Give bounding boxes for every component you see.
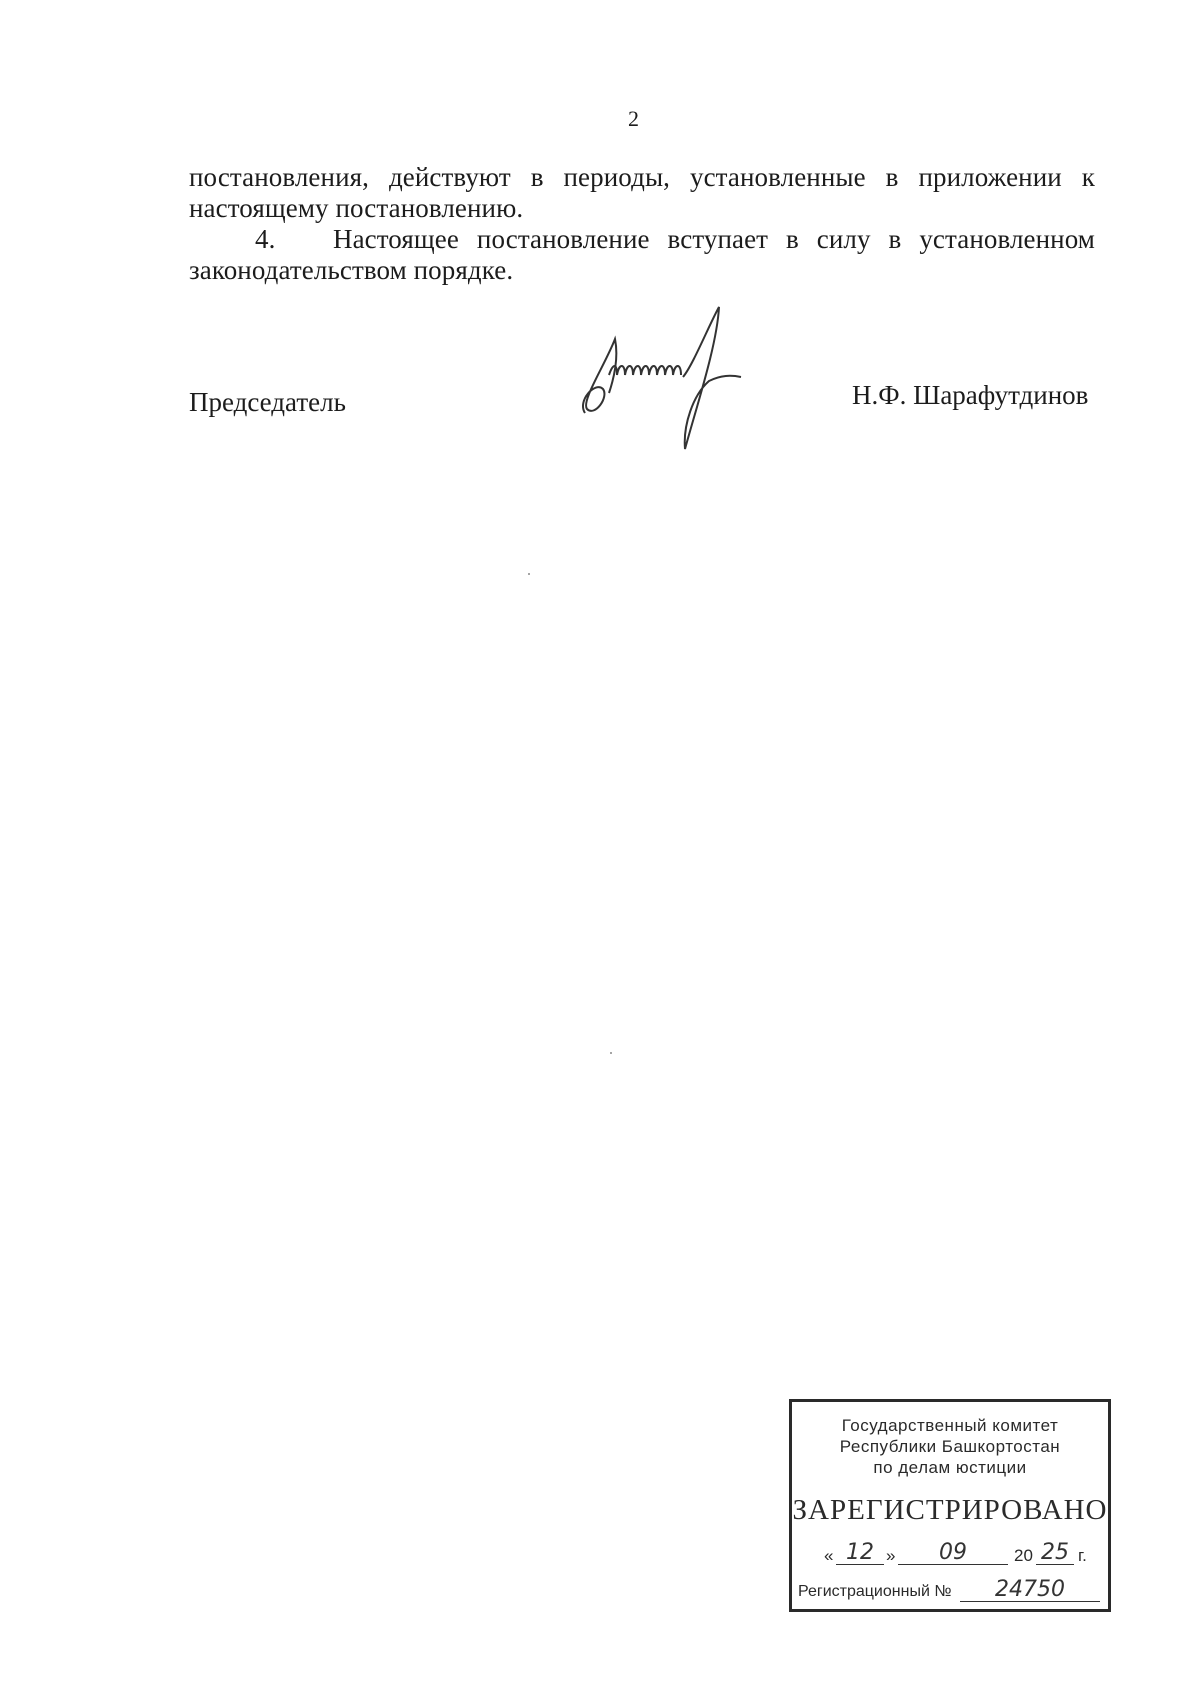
stamp-year-prefix: 20 (1014, 1546, 1033, 1565)
signatory-name: Н.Ф. Шарафутдинов (852, 380, 1089, 410)
signatory-title: Председатель (189, 387, 346, 417)
paragraph-4-line-1 (189, 224, 1095, 255)
page-number: 2 (628, 106, 639, 131)
scan-speck (528, 573, 530, 575)
stamp-agency-line-1: Государственный комитет (841, 1416, 1059, 1435)
stamp-year-suffix: 25 (1036, 1540, 1074, 1565)
stamp-registration-number: 24750 (960, 1577, 1100, 1602)
stamp-agency-line-2: Республики Башкортостан (839, 1437, 1061, 1456)
handwritten-signature (575, 305, 745, 455)
stamp-date (824, 1540, 1104, 1570)
stamp-year-unit: г. (1078, 1546, 1087, 1565)
paragraph-4-number: 4. (255, 224, 276, 254)
stamp-day: 12 (836, 1540, 884, 1565)
paragraph-4-line-2: законодательством порядке. (189, 255, 514, 285)
registration-stamp (789, 1399, 1111, 1612)
scan-speck (610, 1052, 612, 1054)
paragraph-4-text: Настоящее постановление вступает в силу в установленном (333, 224, 1095, 254)
stamp-close-quote: » (886, 1546, 896, 1565)
document-body (189, 162, 1095, 286)
stamp-agency-line-3: по делам юстиции (873, 1458, 1027, 1477)
stamp-registration (798, 1577, 1108, 1607)
paragraph-3-line-2: настоящему постановлению. (189, 193, 524, 223)
stamp-open-quote: « (824, 1546, 834, 1565)
stamp-registration-label: Регистрационный № (798, 1583, 952, 1600)
stamp-status: ЗАРЕГИСТРИРОВАНО (792, 1494, 1108, 1526)
paragraph-3-line-1: постановления, действуют в периоды, установленные в приложении к (189, 162, 1095, 192)
stamp-month: 09 (898, 1540, 1008, 1565)
